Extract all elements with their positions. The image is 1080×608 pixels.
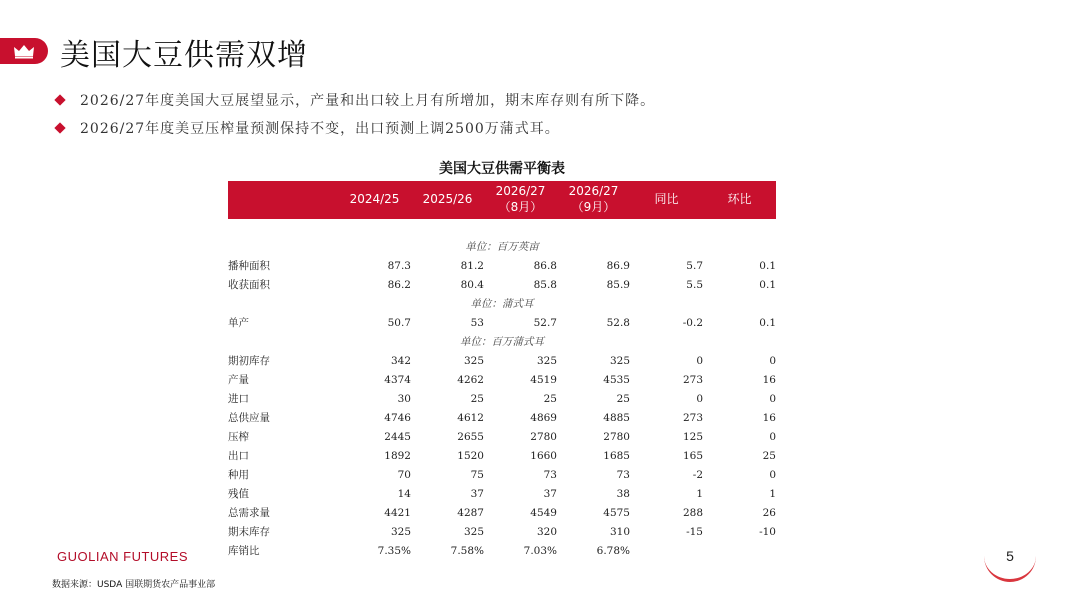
table-cell: 26	[762, 506, 776, 519]
table-row	[228, 275, 776, 294]
table-cell: 86.2	[387, 278, 411, 291]
table-cell: 25	[543, 392, 557, 405]
column-header: 同比	[630, 181, 703, 219]
row-label: 单产	[228, 317, 249, 329]
table-cell: 1	[769, 487, 776, 500]
column-header: 2026/27 （8月）	[484, 181, 557, 219]
table-cell: 75	[470, 468, 484, 481]
table-cell: 273	[682, 373, 703, 386]
table-cell: 325	[609, 354, 630, 367]
unit-row	[228, 332, 776, 351]
table-cell: 325	[463, 354, 484, 367]
row-label: 进口	[228, 393, 249, 405]
unit-label: 单位：百万英亩	[465, 241, 539, 253]
table-cell: 16	[762, 373, 776, 386]
table-cell: 1685	[603, 449, 630, 462]
row-label: 库销比	[228, 545, 260, 557]
table-title: 美国大豆供需平衡表	[439, 161, 565, 177]
table-cell: 53	[470, 316, 484, 329]
table-cell: 4869	[530, 411, 557, 424]
row-label: 产量	[228, 374, 249, 386]
row-label: 总供应量	[228, 412, 270, 424]
row-label: 期初库存	[228, 355, 270, 367]
table-cell: 7.35%	[377, 544, 411, 557]
table-cell: 70	[397, 468, 411, 481]
table-header-row	[228, 181, 776, 219]
table-cell: 52.8	[606, 316, 630, 329]
table-cell	[703, 541, 776, 560]
table-row	[228, 370, 776, 389]
table-cell: 0	[769, 354, 776, 367]
bullet-item	[52, 114, 655, 142]
table-cell: 37	[543, 487, 557, 500]
table-cell: 7.03%	[523, 544, 557, 557]
table-cell: 4575	[603, 506, 630, 519]
title-badge	[0, 38, 48, 64]
table-cell: 4549	[530, 506, 557, 519]
row-label: 残值	[228, 488, 249, 500]
table-cell: 165	[682, 449, 703, 462]
table-row	[228, 503, 776, 522]
crown-icon	[13, 43, 35, 59]
table-cell: 86.8	[533, 259, 557, 272]
table-cell: 5.5	[686, 278, 703, 291]
diamond-bullet-icon	[54, 122, 65, 133]
table-cell: 25	[616, 392, 630, 405]
table-row	[228, 351, 776, 370]
table-cell: -2	[692, 468, 703, 481]
table-cell: 0	[769, 430, 776, 443]
table-cell: 5.7	[686, 259, 703, 272]
bullet-list	[52, 86, 655, 142]
table-row	[228, 522, 776, 541]
table-row	[228, 389, 776, 408]
row-label: 期末库存	[228, 526, 270, 538]
table-cell: 288	[682, 506, 703, 519]
table-cell: 320	[536, 525, 557, 538]
row-label: 播种面积	[228, 260, 270, 272]
table-cell: 0.1	[759, 278, 776, 291]
table-cell: 85.9	[606, 278, 630, 291]
table-cell: 0.1	[759, 259, 776, 272]
table-cell: 73	[616, 468, 630, 481]
table-cell: 125	[682, 430, 703, 443]
table-cell: 4374	[384, 373, 411, 386]
supply-demand-table	[228, 181, 776, 560]
table-row	[228, 446, 776, 465]
row-label: 出口	[228, 450, 249, 462]
table-cell: 38	[616, 487, 630, 500]
column-header: 2024/25	[338, 181, 411, 219]
table-cell: 1	[696, 487, 703, 500]
table-cell: 80.4	[460, 278, 484, 291]
table-cell: 4421	[384, 506, 411, 519]
row-label: 收获面积	[228, 279, 270, 291]
table-cell: 1660	[530, 449, 557, 462]
table-cell: 81.2	[460, 259, 484, 272]
table-row	[228, 541, 776, 560]
spacer-row	[228, 219, 776, 237]
table-cell: 1520	[457, 449, 484, 462]
table-cell: 4885	[603, 411, 630, 424]
data-source-note: 数据来源：USDA 国联期货农产品事业部	[52, 580, 216, 590]
table-cell: 0	[769, 468, 776, 481]
table-cell: 0.1	[759, 316, 776, 329]
table-cell: 342	[390, 354, 411, 367]
row-label: 总需求量	[228, 507, 270, 519]
table-row	[228, 484, 776, 503]
table-cell: 73	[543, 468, 557, 481]
table-cell: 7.58%	[450, 544, 484, 557]
unit-row	[228, 237, 776, 256]
table-cell: -10	[759, 525, 776, 538]
column-header: 2026/27 （9月）	[557, 181, 630, 219]
table-cell: 1892	[384, 449, 411, 462]
table-cell: 52.7	[533, 316, 557, 329]
table-cell: 14	[397, 487, 411, 500]
table-row	[228, 427, 776, 446]
unit-label: 单位：百万蒲式耳	[460, 336, 544, 348]
column-header: 2025/26	[411, 181, 484, 219]
table-cell: 25	[762, 449, 776, 462]
table-cell: 25	[470, 392, 484, 405]
table-cell: 4287	[457, 506, 484, 519]
table-cell: 325	[463, 525, 484, 538]
row-label: 种用	[228, 469, 249, 481]
unit-row	[228, 294, 776, 313]
table-cell: 85.8	[533, 278, 557, 291]
diamond-bullet-icon	[54, 94, 65, 105]
table-cell: 0	[696, 392, 703, 405]
footer-brand-logo: GUOLIAN FUTURES	[57, 549, 189, 564]
page-number: 5	[984, 543, 1036, 582]
table-row	[228, 313, 776, 332]
table-cell: 4535	[603, 373, 630, 386]
table-cell: 0	[769, 392, 776, 405]
table-cell: 16	[762, 411, 776, 424]
table-cell: 4519	[530, 373, 557, 386]
table-cell: 4612	[457, 411, 484, 424]
table-cell: 2655	[457, 430, 484, 443]
table-cell: 325	[390, 525, 411, 538]
table-cell: 0	[696, 354, 703, 367]
table-cell: 30	[397, 392, 411, 405]
table-cell: 37	[470, 487, 484, 500]
bullet-text: 2026/27年度美豆压榨量预测保持不变，出口预测上调2500万蒲式耳。	[80, 121, 560, 137]
table-cell: -0.2	[682, 316, 703, 329]
bullet-text: 2026/27年度美国大豆展望显示，产量和出口较上月有所增加，期末库存则有所下降。	[80, 93, 656, 109]
table-row	[228, 408, 776, 427]
table-cell: -15	[686, 525, 703, 538]
table-cell: 2780	[603, 430, 630, 443]
table-cell: 4262	[457, 373, 484, 386]
table-cell: 87.3	[387, 259, 411, 272]
bullet-item	[52, 86, 655, 114]
row-label: 压榨	[228, 431, 249, 443]
table-cell	[630, 541, 703, 560]
table-cell: 2445	[384, 430, 411, 443]
table-cell: 6.78%	[596, 544, 630, 557]
slide-title: 美国大豆供需双增	[60, 38, 308, 73]
table-cell: 86.9	[606, 259, 630, 272]
column-header	[228, 181, 338, 219]
table-cell: 325	[536, 354, 557, 367]
unit-label: 单位：蒲式耳	[470, 298, 534, 310]
table-cell: 310	[609, 525, 630, 538]
table-row	[228, 256, 776, 275]
table-cell: 2780	[530, 430, 557, 443]
table-cell: 273	[682, 411, 703, 424]
table-cell: 4746	[384, 411, 411, 424]
column-header: 环比	[703, 181, 776, 219]
table-row	[228, 465, 776, 484]
table-cell: 50.7	[387, 316, 411, 329]
